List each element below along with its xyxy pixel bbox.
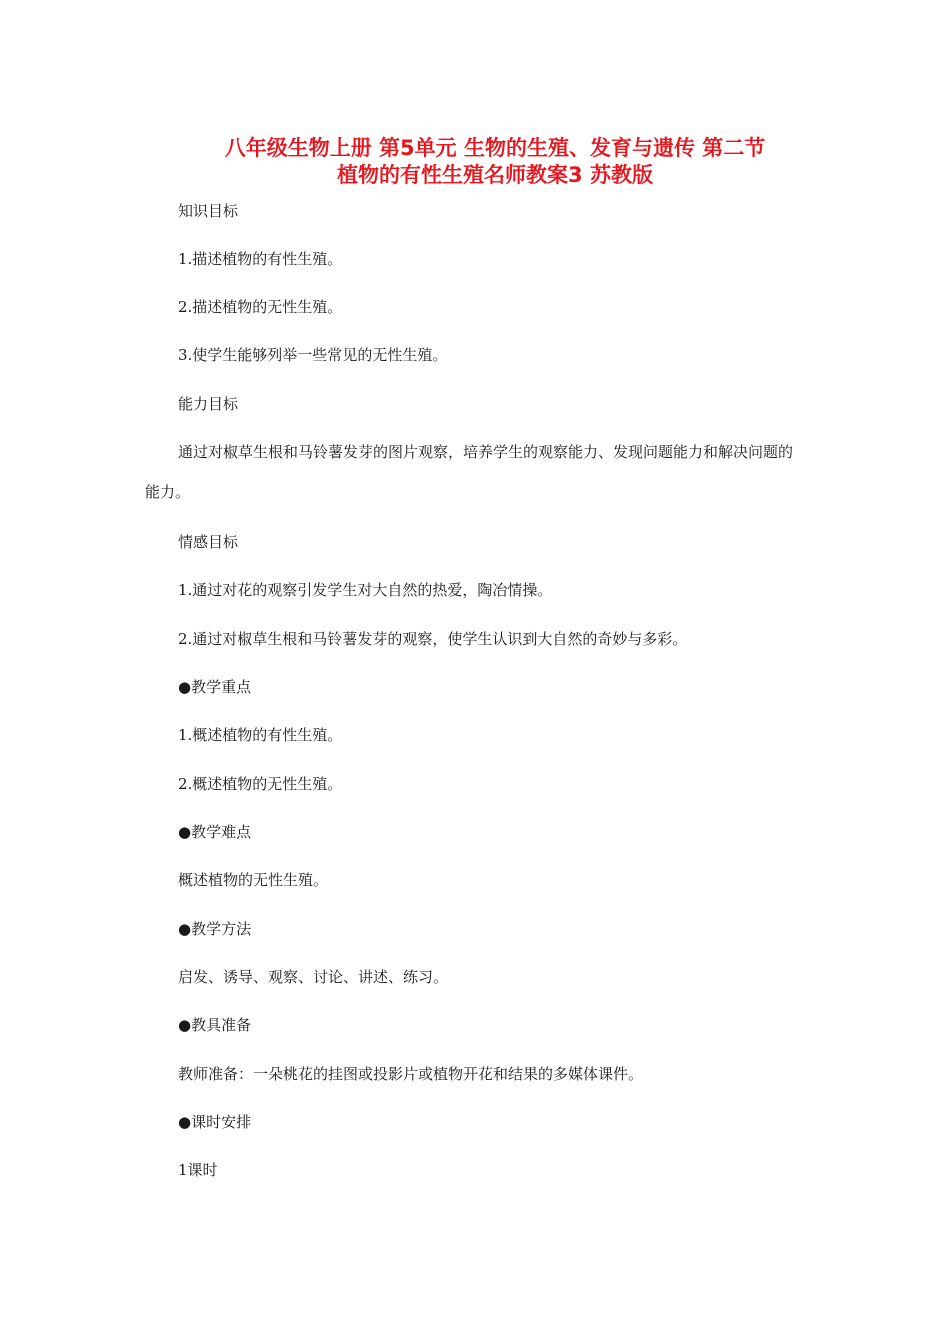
title-line-2: 植物的有性生殖名师教案3 苏教版 xyxy=(337,163,653,187)
emotion-item-2: 2.通过对椒草生根和马铃薯发芽的观察，使学生认识到大自然的奇妙与多彩。 xyxy=(178,630,688,648)
aids-text: 教师准备：一朵桃花的挂图或投影片或植物开花和结果的多媒体课件。 xyxy=(178,1065,644,1083)
key-point-item-2: 2.概述植物的无性生殖。 xyxy=(178,775,343,793)
method-text: 启发、诱导、观察、讨论、讲述、练习。 xyxy=(178,968,449,986)
document-title xyxy=(150,135,840,189)
difficulty-text: 概述植物的无性生殖。 xyxy=(178,871,329,889)
title-line-1: 八年级生物上册 第5单元 生物的生殖、发育与遗传 第二节 xyxy=(224,136,766,160)
knowledge-item-2: 2.描述植物的无性生殖。 xyxy=(178,298,343,316)
difficulty-heading: ●教学难点 xyxy=(178,823,252,841)
emotion-heading: 情感目标 xyxy=(178,533,239,551)
key-points-heading: ●教学重点 xyxy=(178,678,252,696)
knowledge-heading: 知识目标 xyxy=(178,202,239,220)
knowledge-item-3: 3.使学生能够列举一些常见的无性生殖。 xyxy=(178,346,448,364)
aids-heading: ●教具准备 xyxy=(178,1016,252,1034)
knowledge-item-1: 1.描述植物的有性生殖。 xyxy=(178,250,343,268)
ability-paragraph: 通过对椒草生根和马铃薯发芽的图片观察，培养学生的观察能力、发现问题能力和解决问题的能力。 xyxy=(145,443,794,501)
schedule-text: 1课时 xyxy=(178,1161,218,1179)
ability-heading: 能力目标 xyxy=(178,395,239,413)
schedule-heading: ●课时安排 xyxy=(178,1113,252,1131)
key-point-item-1: 1.概述植物的有性生殖。 xyxy=(178,726,343,744)
method-heading: ●教学方法 xyxy=(178,920,252,938)
emotion-item-1: 1.通过对花的观察引发学生对大自然的热爱，陶冶情操。 xyxy=(178,581,553,599)
